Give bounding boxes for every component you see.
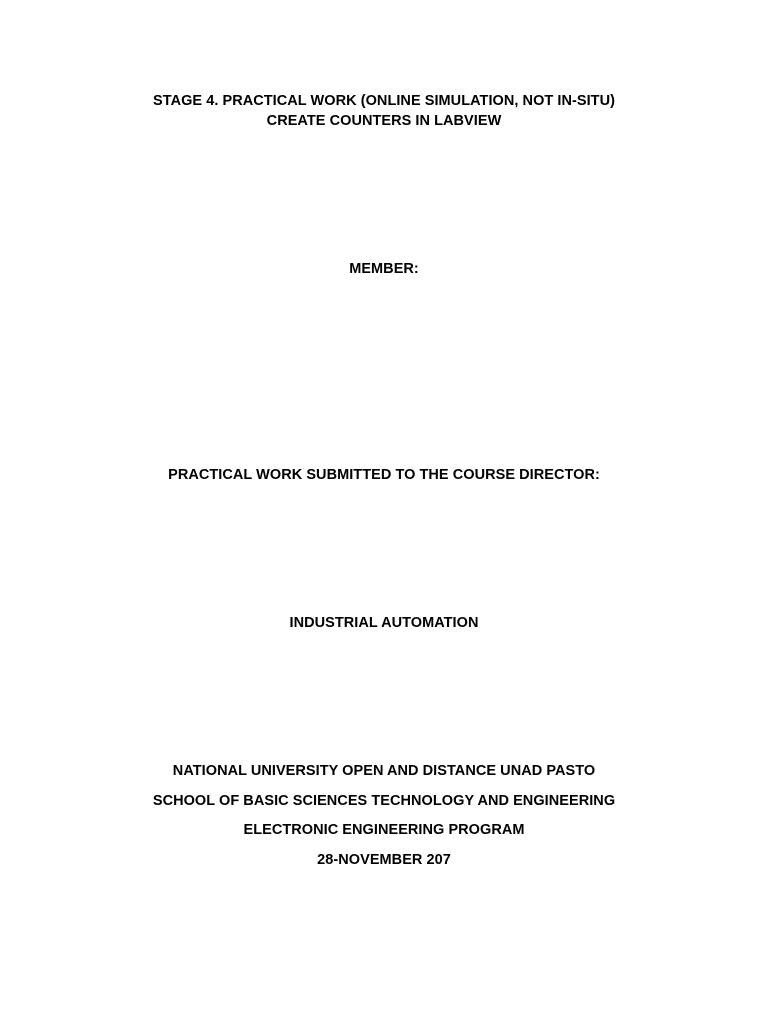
course-name: INDUSTRIAL AUTOMATION (289, 615, 479, 631)
submitted-to-label: PRACTICAL WORK SUBMITTED TO THE COURSE DIRECTOR: (168, 467, 600, 483)
title-line-1: STAGE 4. PRACTICAL WORK (ONLINE SIMULATION, NOT IN-SITU) (153, 93, 615, 109)
program-name: ELECTRONIC ENGINEERING PROGRAM (243, 822, 525, 838)
title-line-2: CREATE COUNTERS IN LABVIEW (266, 113, 502, 129)
document-date: 28-NOVEMBER 207 (317, 852, 451, 868)
university-name: NATIONAL UNIVERSITY OPEN AND DISTANCE UNAD PASTO (172, 763, 596, 779)
school-name: SCHOOL OF BASIC SCIENCES TECHNOLOGY AND ENGINEERING (152, 793, 616, 809)
member-label: MEMBER: (349, 261, 419, 277)
